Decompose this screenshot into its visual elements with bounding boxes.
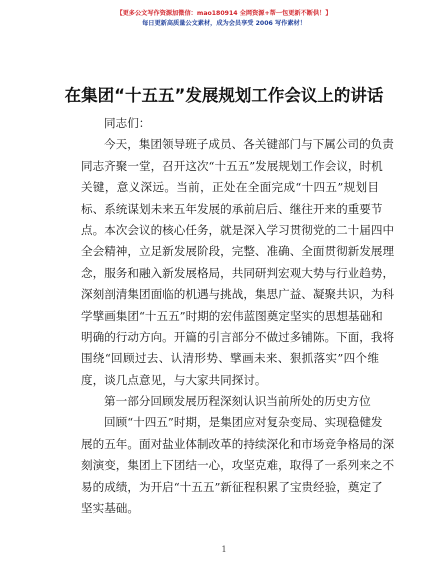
paragraph-2 xyxy=(81,412,395,519)
paragraph-line: 回顾“十四五”时期，是集团应对复杂变局、实现稳健发 xyxy=(104,415,383,430)
paragraph-line: 易的成绩，为开启“十五五”新征程积累了宝贵经验，奠定了 xyxy=(81,479,383,494)
promo-banner xyxy=(0,9,448,29)
paragraph-line: 念，服务和融入新发展格局，共同研判宏观大势与行业趋势， xyxy=(81,265,395,280)
promo-line-2: 每日更新高质量公文素材，成为会员享受 2006 写作素材！ xyxy=(142,20,306,27)
page-number: 1 xyxy=(221,545,227,554)
paragraph-line: 深刻剖清集团面临的机遇与挑战，集思广益、凝聚共识，为科 xyxy=(81,287,395,302)
paragraph-line: 展的五年。面对盐业体制改革的持续深化和市场竞争格局的深 xyxy=(81,436,395,451)
paragraph-line: 今天，集团领导班子成员、各关键部门与下属公司的负责 xyxy=(104,137,394,152)
paragraph-line: 坚实基础。 xyxy=(81,501,139,516)
paragraph-line: 点。本次会议的核心任务，就是深入学习贯彻党的二十届四中 xyxy=(81,222,395,237)
paragraph-line: 明确的行动方向。开篇的引言部分不做过多铺陈。下面，我将 xyxy=(81,329,395,344)
paragraph-1 xyxy=(81,134,395,391)
paragraph-line: 全会精神，立足新发展阶段，完整、准确、全面贯彻新发展理 xyxy=(81,244,395,259)
paragraph-line: 同志齐聚一堂，召开这次“十五五”发展规划工作会议，时机 xyxy=(81,158,383,173)
paragraph-line: 刻演变，集团上下团结一心，攻坚克难，取得了一系列来之不 xyxy=(81,458,395,473)
document-title: 在集团“十五五”发展规划工作会议上的讲话 xyxy=(64,86,384,105)
paragraph-line: 关键，意义深远。当前，正处在全面完成“十四五”规划目 xyxy=(81,180,379,195)
document-body xyxy=(81,113,395,519)
promo-line-1: 【更多公文写作资源加微信：mao180914 全网资源+帮一包更新不断供！】 xyxy=(116,10,332,17)
section-1-heading: 第一部分回顾发展历程深刻认识当前所处的历史方位 xyxy=(104,394,371,409)
paragraph-line: 围绕“回顾过去、认清形势、擘画未来、狠抓落实”四个维 xyxy=(81,351,379,366)
paragraph-line: 标、系统谋划未来五年发展的承前启后、继往开来的重要节 xyxy=(81,201,383,216)
salutation: 同志们： xyxy=(104,116,151,130)
paragraph-line: 学擘画集团“十五五”时期的宏伟蓝图奠定坚实的思想基础和 xyxy=(81,308,383,323)
paragraph-line: 度，谈几点意见，与大家共同探讨。 xyxy=(81,372,267,387)
